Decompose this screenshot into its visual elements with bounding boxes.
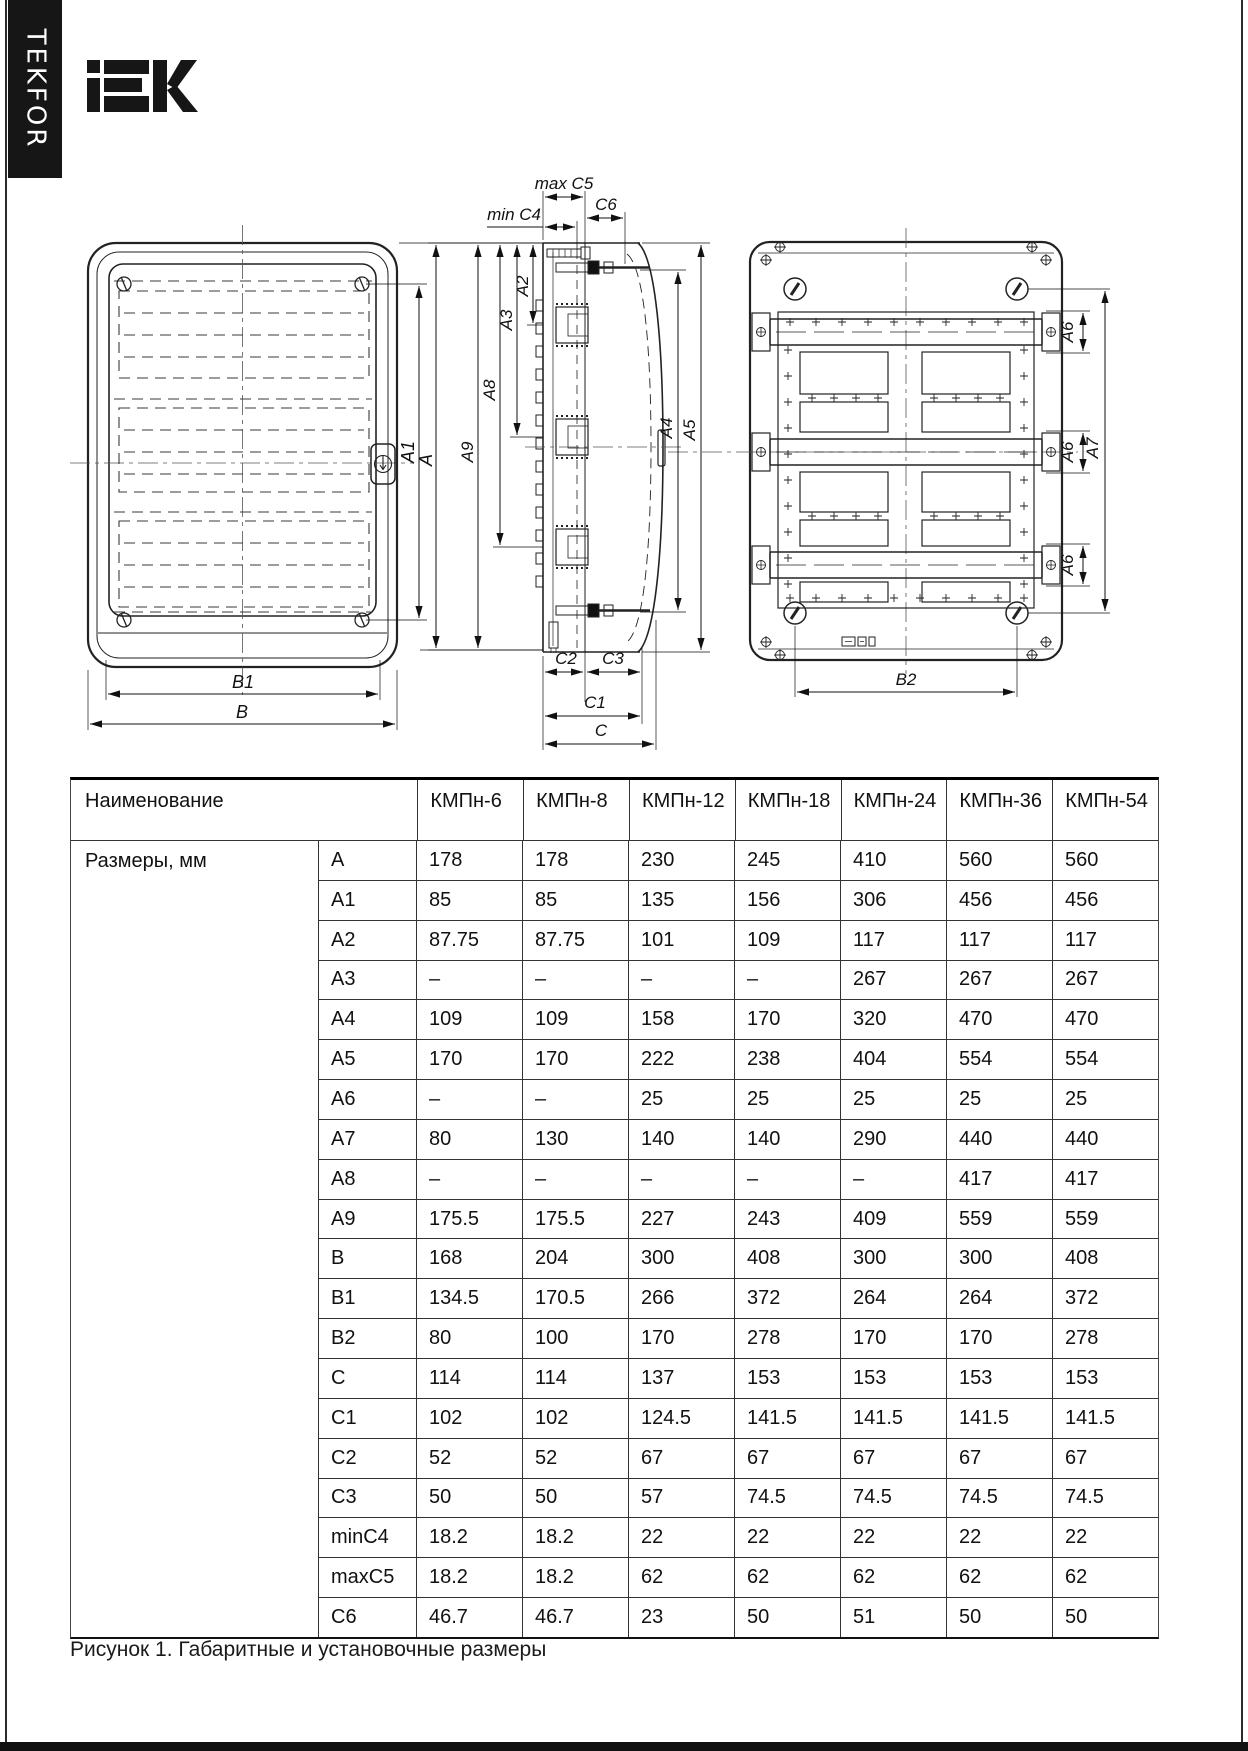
dimension-value: 52 [416,1439,522,1478]
dimension-value: 266 [628,1279,734,1318]
dimension-value: 67 [946,1439,1052,1478]
side-view [525,243,682,653]
dimension-value: 417 [946,1160,1052,1199]
dimension-value: 267 [1052,961,1158,1000]
dimension-value: 18.2 [416,1558,522,1597]
dimension-value: – [628,961,734,1000]
dim-label-max-c5: max C5 [534,174,594,193]
dimension-value: 278 [1052,1319,1158,1358]
dimension-value: 170.5 [522,1279,628,1318]
dimension-value: 22 [946,1518,1052,1557]
dimension-value: 109 [734,921,840,960]
table-row [319,881,1158,921]
dimension-value: 62 [734,1558,840,1597]
bottom-bar [0,1742,1248,1751]
dim-label-a1: A1 [398,440,418,464]
dimension-value: 158 [628,1000,734,1039]
dim-label-b: B [235,702,249,722]
dimension-value: 25 [1052,1080,1158,1119]
dimension-label: B [331,1247,345,1270]
dimension-value: 50 [522,1479,628,1518]
dimension-value: 18.2 [416,1518,522,1557]
dimension-value: 109 [416,1000,522,1039]
dimension-value: 306 [840,881,946,920]
dimension-value: 80 [416,1319,522,1358]
dimension-value: 168 [416,1239,522,1278]
dimension-value: 554 [946,1040,1052,1079]
dimension-value: 300 [628,1239,734,1278]
dimension-value: 267 [946,961,1052,1000]
dimension-value: 320 [840,1000,946,1039]
header-kmpn-24: КМПн-24 [841,780,947,840]
technical-drawings [0,150,1248,770]
dimension-value: 62 [628,1558,734,1597]
table-row [319,1439,1158,1479]
dimension-value: 153 [1052,1359,1158,1398]
dimension-value: 22 [1052,1518,1158,1557]
table-rows [319,841,1158,1637]
dim-label-a3: A3 [497,309,516,331]
dimension-value: 417 [1052,1160,1158,1199]
dimension-label: B2 [331,1327,356,1350]
door-inner-dashed [627,254,651,642]
dimension-value: 560 [946,841,1052,880]
dimension-value: 22 [628,1518,734,1557]
dimension-value: – [522,1160,628,1199]
dimension-value: 85 [522,881,628,920]
dimension-label: A1 [331,888,356,911]
table-row [319,1359,1158,1399]
dimension-value: 170 [522,1040,628,1079]
dimension-value: 46.7 [522,1598,628,1637]
din-rail-sections [556,304,588,568]
dimension-value: 559 [1052,1200,1158,1239]
din-slot-teeth [536,300,543,587]
table-row [319,841,1158,881]
dimension-value: 87.75 [416,921,522,960]
dimension-value: 470 [946,1000,1052,1039]
dimension-value: 62 [1052,1558,1158,1597]
dim-label-min-c4: min C4 [487,205,541,224]
dim-label-a6-top: A6 [1058,321,1077,343]
dimension-value: 153 [946,1359,1052,1398]
dimension-label: A6 [331,1087,356,1110]
dimension-label: A9 [331,1207,356,1230]
dimension-value: 74.5 [734,1479,840,1518]
dimension-value: 178 [522,841,628,880]
table-row [319,1479,1158,1519]
dimension-value: 74.5 [840,1479,946,1518]
dim-label-a4: A4 [657,417,676,439]
dimension-value: 372 [1052,1279,1158,1318]
dimension-label: C3 [331,1486,357,1509]
dimension-value: 408 [1052,1239,1158,1278]
dimension-label: A3 [331,968,356,991]
dim-label-c2: C2 [555,649,577,668]
dimension-value: 264 [840,1279,946,1318]
dimension-value: 170 [840,1319,946,1358]
dimension-value: 245 [734,841,840,880]
dimension-label: A5 [331,1048,356,1071]
dimension-value: 204 [522,1239,628,1278]
dimension-value: 130 [522,1120,628,1159]
front-module-rows [114,281,372,612]
dim-label-b1: B1 [231,672,255,692]
dimension-value: 50 [946,1598,1052,1637]
dimension-value: – [416,1160,522,1199]
header-name: Наименование [85,790,224,812]
dimension-value: 62 [946,1558,1052,1597]
dimension-value: 153 [734,1359,840,1398]
dimension-value: 141.5 [1052,1399,1158,1438]
header-kmpn-12: КМПн-12 [629,780,735,840]
table-row [319,1080,1158,1120]
dimension-value: 560 [1052,841,1158,880]
front-view-dimensions [88,243,545,730]
dimension-value: 264 [946,1279,1052,1318]
dimension-value: 278 [734,1319,840,1358]
dimension-value: 559 [946,1200,1052,1239]
dimension-value: – [522,1080,628,1119]
dimension-value: 410 [840,841,946,880]
table-row [319,1558,1158,1598]
table-row [319,1120,1158,1160]
dim-label-a9: A9 [458,441,477,463]
dimension-label: A4 [331,1008,356,1031]
dimension-value: 51 [840,1598,946,1637]
dimension-value: 554 [1052,1040,1158,1079]
dimensions-table [70,777,1159,1639]
dimension-label: minC4 [331,1526,389,1549]
table-row [319,961,1158,1001]
dim-label-a6-mid: A6 [1058,441,1077,463]
dimension-value: 141.5 [840,1399,946,1438]
dimension-value: 222 [628,1040,734,1079]
header-kmpn-18: КМПн-18 [735,780,841,840]
dimension-value: – [416,961,522,1000]
iek-logo [85,57,205,115]
dimension-value: 124.5 [628,1399,734,1438]
table-row [319,1399,1158,1439]
dimension-value: 25 [734,1080,840,1119]
row-group-label: Размеры, мм [71,841,319,1637]
table-row [319,1598,1158,1637]
dimension-value: 156 [734,881,840,920]
dimension-value: 50 [734,1598,840,1637]
dimension-value: 300 [840,1239,946,1278]
dimension-label: A7 [331,1127,356,1150]
dim-label-a6-bottom: A6 [1058,554,1077,576]
table-row [319,1040,1158,1080]
dim-label-a5: A5 [680,419,699,441]
dimension-value: 175.5 [522,1200,628,1239]
dimension-value: 372 [734,1279,840,1318]
dim-label-c3: C3 [602,649,624,668]
iek-logo-glyphs [87,60,198,112]
knockout-windows [800,352,1010,602]
dim-label-a: A [416,453,436,467]
dimension-value: 46.7 [416,1598,522,1637]
dimension-value: 140 [734,1120,840,1159]
dim-label-c1: C1 [584,693,606,712]
dimension-value: 114 [416,1359,522,1398]
dimension-value: 87.75 [522,921,628,960]
dimension-value: 67 [628,1439,734,1478]
dimension-value: 170 [946,1319,1052,1358]
dimension-value: 170 [416,1040,522,1079]
dimension-value: 52 [522,1439,628,1478]
dim-label-b2: B2 [895,670,917,689]
dimension-value: 470 [1052,1000,1158,1039]
table-row [319,1000,1158,1040]
table-row [319,921,1158,961]
dimension-value: 227 [628,1200,734,1239]
dimension-value: 23 [628,1598,734,1637]
dimension-value: 67 [1052,1439,1158,1478]
dimension-value: 62 [840,1558,946,1597]
door-latch [371,444,395,484]
dimension-value: 404 [840,1040,946,1079]
dimension-value: 50 [1052,1598,1158,1637]
figure-caption: Рисунок 1. Габаритные и установочные размеры [70,1638,547,1661]
dim-label-a2: A2 [513,275,532,297]
dimension-value: 18.2 [522,1518,628,1557]
dim-label-c: C [594,721,608,740]
dimension-value: 101 [628,921,734,960]
header-kmpn-8: КМПн-8 [523,780,629,840]
dimension-value: – [628,1160,734,1199]
table-row [319,1200,1158,1240]
dimension-value: 243 [734,1200,840,1239]
dimension-value: 409 [840,1200,946,1239]
dimension-value: 141.5 [734,1399,840,1438]
dimension-value: 300 [946,1239,1052,1278]
dimension-value: 440 [946,1120,1052,1159]
dimension-value: – [416,1080,522,1119]
front-view [70,225,414,695]
dimension-value: 80 [416,1120,522,1159]
dimension-value: 290 [840,1120,946,1159]
dimension-value: 102 [416,1399,522,1438]
dimension-value: – [734,1160,840,1199]
dimension-value: – [840,1160,946,1199]
dimension-value: 25 [946,1080,1052,1119]
dimension-value: 456 [946,881,1052,920]
bottom-fixing-bolts [549,604,650,653]
dimension-label: A2 [331,928,356,951]
side-view-dimensions [428,174,656,750]
table-row [319,1279,1158,1319]
dimension-label: C1 [331,1406,357,1429]
table-row [319,1319,1158,1359]
dimension-value: 25 [840,1080,946,1119]
dimension-value: 114 [522,1359,628,1398]
header-kmpn-6: КМПн-6 [417,780,523,840]
top-fixing-bolts [547,247,650,274]
table-header-row [71,780,1158,841]
door-profile [638,243,663,652]
dimension-value: 74.5 [946,1479,1052,1518]
back-view [668,228,1078,674]
back-view-dimensions [640,243,1110,697]
dimension-value: 267 [840,961,946,1000]
dim-label-a8: A8 [480,379,499,401]
dimension-value: 57 [628,1479,734,1518]
dimension-value: 135 [628,881,734,920]
dimension-value: 100 [522,1319,628,1358]
dimension-value: 74.5 [1052,1479,1158,1518]
dimension-value: 175.5 [416,1200,522,1239]
back-centerlines [668,228,1078,674]
dimension-value: 117 [1052,921,1158,960]
dimension-label: B1 [331,1287,356,1310]
moulded-mark [842,637,875,646]
dimension-value: 456 [1052,881,1158,920]
dimension-value: 25 [628,1080,734,1119]
dimension-value: 170 [628,1319,734,1358]
dimension-value: 67 [734,1439,840,1478]
dimension-label: C6 [331,1605,357,1628]
dimension-value: 117 [840,921,946,960]
dimension-label: maxC5 [331,1566,395,1589]
dimension-value: 141.5 [946,1399,1052,1438]
header-kmpn-54: КМПн-54 [1052,780,1158,840]
dim-label-c6: C6 [595,195,617,214]
table-row [319,1160,1158,1200]
table-row [319,1518,1158,1558]
front-centerlines [70,225,414,695]
dimension-value: 170 [734,1000,840,1039]
brand-tab-label: TEKFOR [20,28,51,150]
dimension-value: 117 [946,921,1052,960]
dimension-value: 67 [840,1439,946,1478]
dimension-value: 102 [522,1399,628,1438]
dimension-value: 50 [416,1479,522,1518]
dimension-label: A [331,848,345,871]
dimension-label: A8 [331,1167,356,1190]
header-kmpn-36: КМПн-36 [946,780,1052,840]
dim-label-a7: A7 [1083,437,1102,459]
table-row [319,1239,1158,1279]
dimension-value: 238 [734,1040,840,1079]
dimension-value: – [734,961,840,1000]
dimension-value: – [522,961,628,1000]
dimension-label: C [331,1366,346,1389]
dimension-value: 137 [628,1359,734,1398]
dimension-value: 109 [522,1000,628,1039]
dimension-value: 85 [416,881,522,920]
dimension-value: 153 [840,1359,946,1398]
dimension-value: 18.2 [522,1558,628,1597]
dimension-value: 178 [416,841,522,880]
dimension-label: C2 [331,1446,357,1469]
dimension-value: 140 [628,1120,734,1159]
dimension-value: 22 [734,1518,840,1557]
dimension-value: 440 [1052,1120,1158,1159]
dimension-value: 22 [840,1518,946,1557]
dimension-value: 134.5 [416,1279,522,1318]
dimension-value: 230 [628,841,734,880]
dimension-value: 408 [734,1239,840,1278]
